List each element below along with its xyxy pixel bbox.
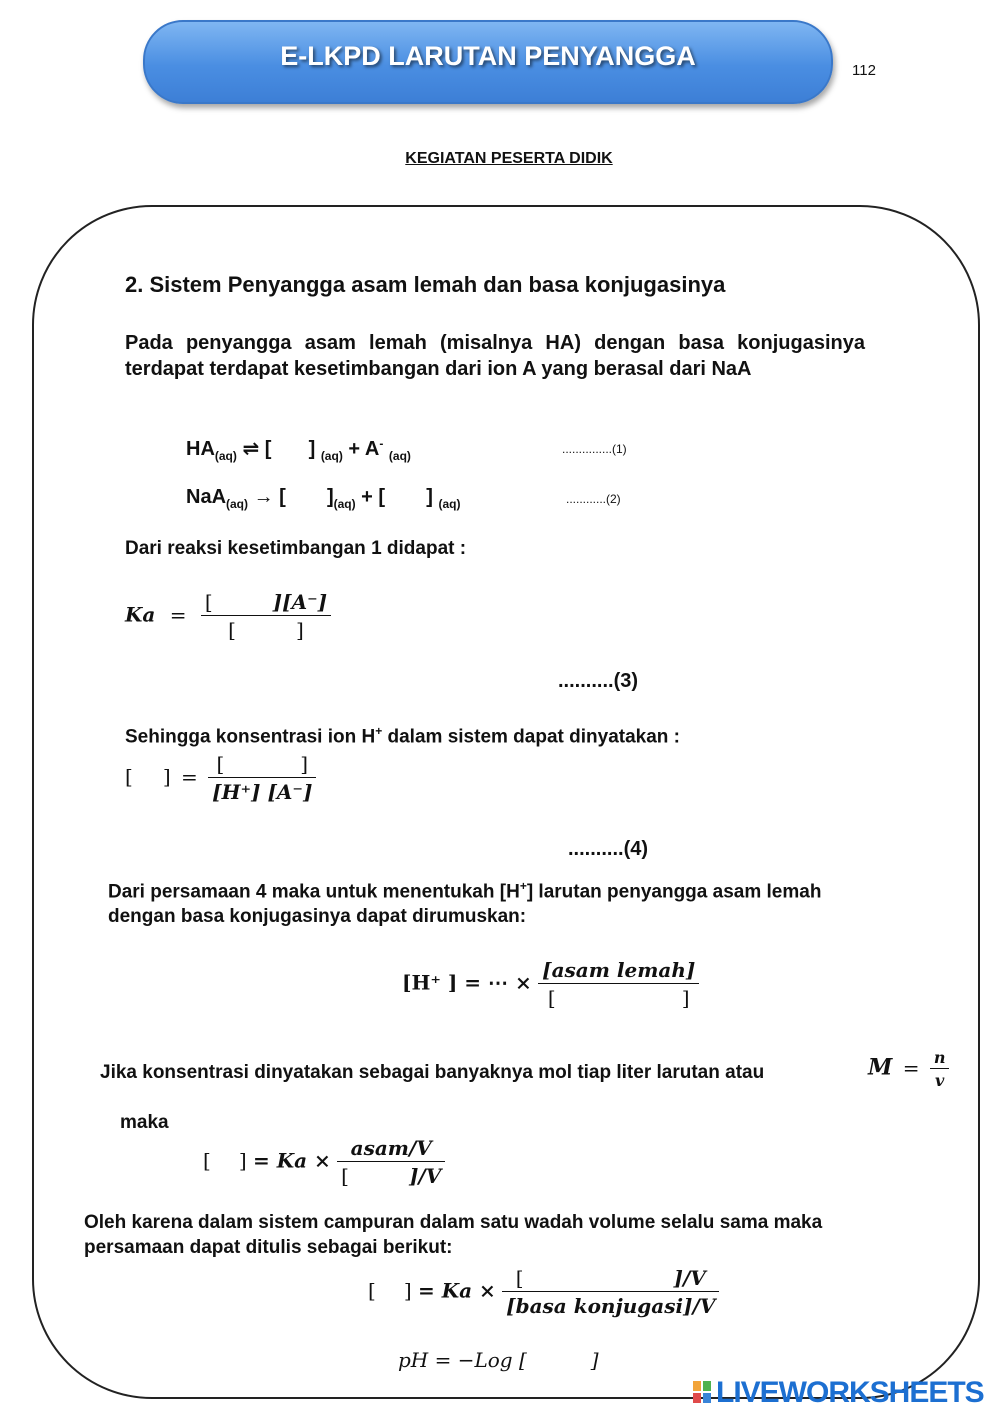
eq1-a-sup: - xyxy=(379,436,384,451)
ph-lhs: pH = −Log [ xyxy=(398,1348,527,1372)
ph-formula xyxy=(398,1348,599,1372)
page-number: 112 xyxy=(852,62,876,79)
liveworksheets-logo[interactable]: LIVEWORKSHEETS xyxy=(716,1376,984,1409)
volume-mid: = Ka × xyxy=(252,1148,331,1173)
molarity-m: M xyxy=(868,1054,893,1081)
banner-title: E-LKPD LARUTAN PENYANGGA xyxy=(280,41,696,71)
h-formula xyxy=(402,958,699,1010)
h-formula-num: [asam lemah] xyxy=(538,958,699,984)
volume-formula: [ ] = Ka × $\frac{\text{asam/V}}{[ ]/V}$ xyxy=(203,1136,445,1188)
eq2-blank2-close: ] xyxy=(426,486,433,508)
ph-rhs: ] xyxy=(590,1348,599,1372)
ka-equation xyxy=(125,590,331,642)
eq4-fraction: $\frac{[ ]}{[H^+] [A^-]}$ xyxy=(208,752,316,804)
equation-4: [ ] = $\frac{[ ]}{[H^+] [A^-]}$ xyxy=(125,752,316,804)
h-intro-sup: + xyxy=(375,724,383,738)
liveworksheets-logo-icon xyxy=(693,1381,711,1403)
eq2-plus: + xyxy=(361,486,373,508)
eq1-a: A xyxy=(364,438,380,460)
section-heading: 2. Sistem Penyangga asam lemah dan basa konjugasinya xyxy=(125,272,726,297)
from-eq1-text: Dari reaksi kesetimbangan 1 didapat : xyxy=(125,538,467,559)
final-den: [basa konjugasi]/V xyxy=(506,1294,716,1318)
eq1-ref-text: ...............(1) xyxy=(562,442,627,456)
eq3-ref: ..........(3) xyxy=(558,670,639,692)
final-fraction: $\frac{[ ]/V}{\text{[basa konjugasi]/V}}$ xyxy=(502,1266,719,1318)
h-intro-b: dalam sistem dapat dinyatakan : xyxy=(382,726,680,748)
title-banner xyxy=(143,20,833,104)
molarity-fraction xyxy=(930,1048,950,1090)
eq1-blank-close: ] xyxy=(308,438,316,460)
volume-den-right: ]/V xyxy=(408,1164,442,1188)
eq1-sub3: (aq) xyxy=(388,449,411,463)
eq1-blank-open: [ xyxy=(264,438,272,460)
eq4-ref: ..........(4) xyxy=(568,838,649,860)
final-formula: [ ] = Ka × $\frac{[ ]/V}{\text{[basa konjugasi]/V}}$ xyxy=(368,1266,719,1318)
eq2-blank1-open: [ xyxy=(279,486,286,508)
eq4-den: [H⁺] [A⁻] xyxy=(212,780,313,804)
h-formula-fraction: $\frac{\text{[asam lemah]}}{[ ]}$ xyxy=(538,958,699,1010)
final-num-right: ]/V xyxy=(673,1266,706,1290)
eq2-ref-text: ............(2) xyxy=(566,492,621,506)
eq1-plus: + xyxy=(348,438,361,460)
h-formula-lhs: [H⁺ ] = ⋯ × xyxy=(402,970,532,995)
molarity-n: n xyxy=(930,1048,950,1069)
eq2-naa: NaA xyxy=(186,486,227,508)
eq4-equals: = xyxy=(180,764,198,789)
from-eq4-a: Dari persamaan 4 maka untuk menentukah [H xyxy=(108,881,520,903)
eq1-ref xyxy=(562,436,627,459)
same-volume-text: Oleh karena dalam sistem campuran dalam satu wadah volume selalu sama maka persamaan dapat ditulis sebagai berikut: xyxy=(84,1212,823,1258)
reaction-arrow-icon: → xyxy=(253,486,274,508)
eq2-blank1-close: ] xyxy=(326,486,334,508)
eq1-sub: (aq) xyxy=(214,449,237,463)
ka-equals: = xyxy=(169,602,187,627)
eq2-blank2-open: [ xyxy=(378,486,386,508)
eq2-sub: (aq) xyxy=(226,497,249,511)
equation-1 xyxy=(186,436,411,463)
maka-text: maka xyxy=(120,1112,169,1133)
molarity-text: Jika konsentrasi dinyatakan sebagai banyaknya mol tiap liter larutan atau xyxy=(100,1062,765,1083)
final-mid: = Ka × xyxy=(417,1278,496,1303)
molarity-eq: = xyxy=(902,1055,920,1080)
from-eq4-b: ] larutan penyangga asam lemah dengan basa konjugasinya dapat dirumuskan: xyxy=(108,881,822,928)
eq1-ha: HA xyxy=(186,438,215,460)
h-intro-text xyxy=(125,724,680,748)
from-eq4-sup: + xyxy=(519,879,527,893)
eq1-sub2: (aq) xyxy=(320,449,343,463)
equilibrium-arrow-icon: ⇌ xyxy=(242,438,260,460)
ka-num-right: ][A⁻] xyxy=(272,590,328,614)
molarity-formula xyxy=(868,1048,949,1090)
volume-num: asam/V xyxy=(337,1136,445,1162)
eq2-ref xyxy=(566,486,621,509)
intro-paragraph: Pada penyangga asam lemah (misalnya HA) dengan basa konjugasinya terdapat terdapat kesetimbangan dari ion A yang berasal dari NaA xyxy=(125,332,865,380)
from-eq4-text xyxy=(108,874,888,929)
section-title: KEGIATAN PESERTA DIDIK xyxy=(405,150,613,167)
molarity-v: v xyxy=(935,1071,945,1090)
eq2-sub3: (aq) xyxy=(438,497,461,511)
volume-fraction: $\frac{\text{asam/V}}{[ ]/V}$ xyxy=(337,1136,445,1188)
h-intro-a: Sehingga konsentrasi ion H xyxy=(125,726,376,748)
ka-fraction: $\frac{[ ][A^-]}{[ ]}$ xyxy=(201,590,331,642)
equation-2 xyxy=(186,486,460,511)
eq2-sub2: (aq) xyxy=(333,497,356,511)
ka-lhs: Ka xyxy=(125,602,156,627)
